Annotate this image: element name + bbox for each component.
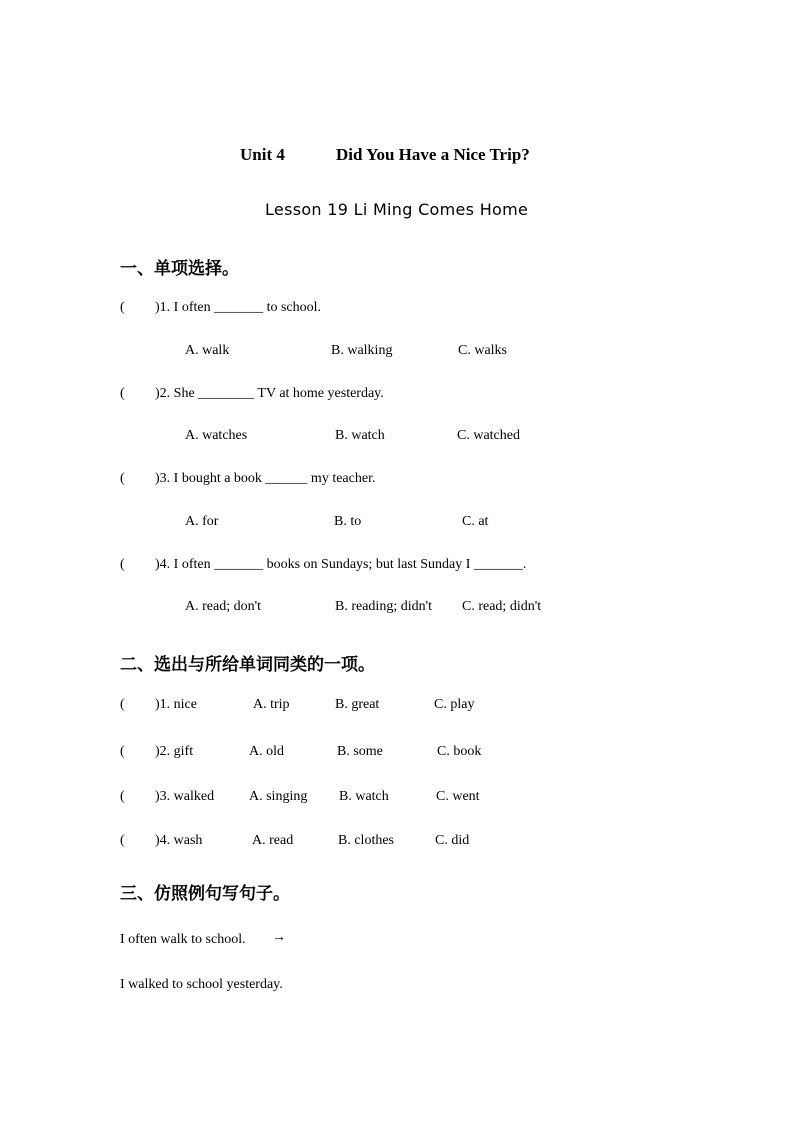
answer-paren[interactable]: ( <box>120 697 125 712</box>
question-stem: )1. I often _______ to school. <box>155 300 322 315</box>
option-b: B. watch <box>339 789 389 804</box>
option-a: A. walk <box>185 343 230 358</box>
answer-paren[interactable]: ( <box>120 471 125 486</box>
option-b: B. some <box>337 744 383 759</box>
answer-paren[interactable]: ( <box>120 744 125 759</box>
option-a: A. trip <box>253 697 290 712</box>
option-a: A. watches <box>185 428 248 443</box>
question-stem: )4. I often _______ books on Sundays; but last Sunday I _______. <box>155 557 527 572</box>
option-a: A. old <box>249 744 284 759</box>
question-stem: )3. I bought a book ______ my teacher. <box>155 471 376 486</box>
answer-sentence: I walked to school yesterday. <box>120 977 283 992</box>
option-b: B. reading; didn't <box>335 599 433 614</box>
given-word: )4. wash <box>155 833 203 848</box>
option-a: A. read; don't <box>185 599 262 614</box>
section2-heading: 二、选出与所给单词同类的一项。 <box>120 655 375 675</box>
example-sentence: I often walk to school. <box>120 932 246 947</box>
answer-paren[interactable]: ( <box>120 300 125 315</box>
option-c: C. book <box>437 744 482 759</box>
given-word: )1. nice <box>155 697 197 712</box>
answer-paren[interactable]: ( <box>120 386 125 401</box>
option-c: C. did <box>435 833 470 848</box>
arrow-icon: → <box>272 930 286 945</box>
option-a: A. singing <box>249 789 308 804</box>
option-c: C. walks <box>458 343 507 358</box>
section1-heading: 一、单项选择。 <box>120 259 239 279</box>
option-c: C. went <box>436 789 480 804</box>
option-c: C. read; didn't <box>462 599 542 614</box>
option-a: A. read <box>252 833 294 848</box>
lesson-title: Lesson 19 Li Ming Comes Home <box>265 200 529 219</box>
section3-heading: 三、仿照例句写句子。 <box>120 884 290 904</box>
given-word: )3. walked <box>155 789 215 804</box>
option-a: A. for <box>185 514 219 529</box>
option-b: B. great <box>335 697 380 712</box>
option-b: B. clothes <box>338 833 394 848</box>
answer-paren[interactable]: ( <box>120 557 125 572</box>
option-c: C. watched <box>457 428 520 443</box>
option-b: B. to <box>334 514 362 529</box>
option-b: B. watch <box>335 428 385 443</box>
answer-paren[interactable]: ( <box>120 833 125 848</box>
option-c: C. play <box>434 697 475 712</box>
unit-title: Did You Have a Nice Trip? <box>336 145 530 164</box>
question-stem: )2. She ________ TV at home yesterday. <box>155 386 384 401</box>
given-word: )2. gift <box>155 744 194 759</box>
unit-number: Unit 4 <box>240 145 285 164</box>
option-b: B. walking <box>331 343 393 358</box>
answer-paren[interactable]: ( <box>120 789 125 804</box>
option-c: C. at <box>462 514 489 529</box>
